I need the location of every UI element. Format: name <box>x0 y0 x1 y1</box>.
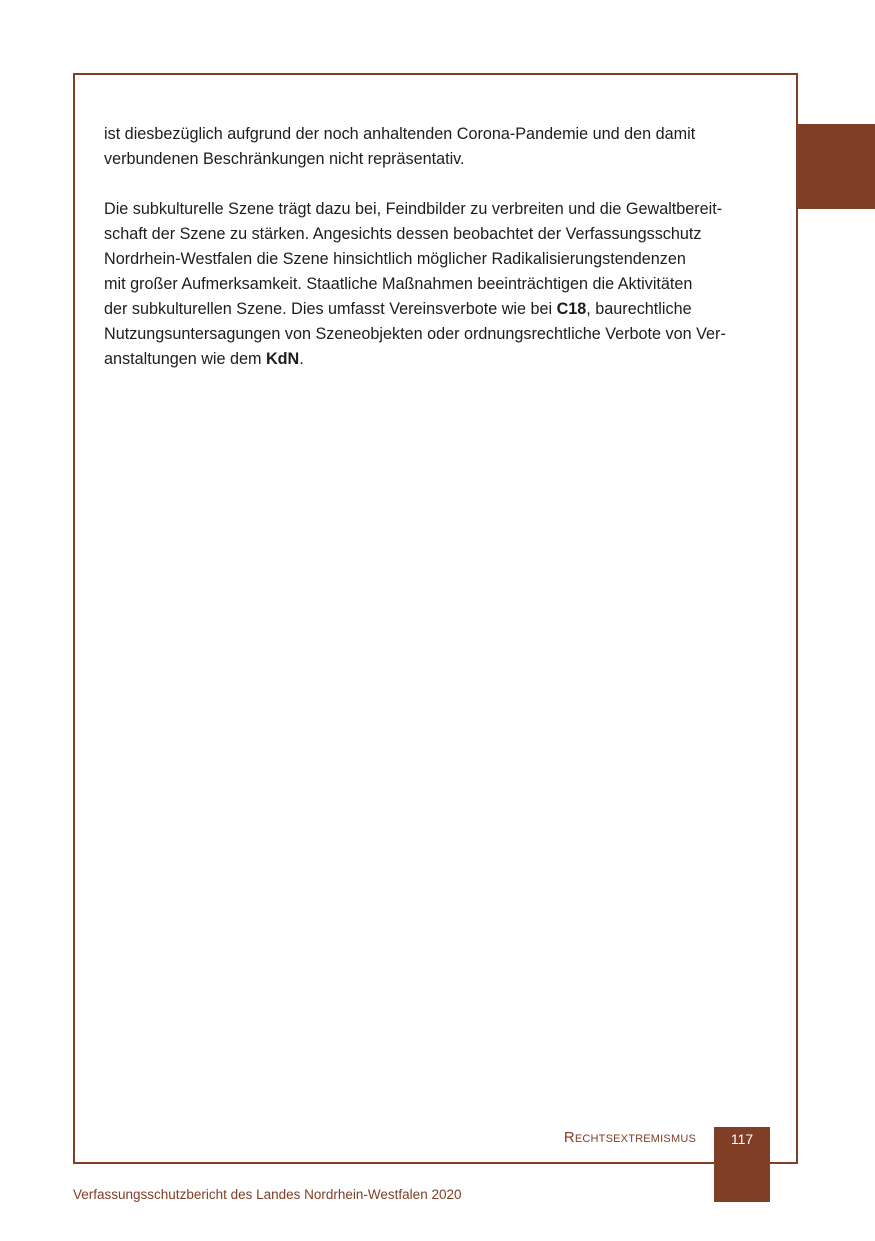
paragraph-2-line-4: mit großer Aufmerksamkeit. Staatliche Maßnahmen beeinträchtigen die Aktivitäten <box>104 275 693 293</box>
line-7-text-after: . <box>299 350 304 368</box>
paragraph-2-line-1: Die subkulturelle Szene trägt dazu bei, Feindbilder zu verbreiten und die Gewaltbereit- <box>104 200 723 218</box>
paragraph-2-line-2: schaft der Szene zu stärken. Angesichts dessen beobachtet der Verfassungsschutz <box>104 225 702 243</box>
line-7-text-before: anstaltungen wie dem <box>104 350 266 368</box>
paragraph-2-line-7 <box>104 347 774 372</box>
paragraph-1-line-1: ist diesbezüglich aufgrund der noch anhaltenden Corona-Pandemie und den damit <box>104 125 696 143</box>
paragraph-2 <box>104 197 774 372</box>
term-kdn: KdN <box>265 350 300 368</box>
paragraph-2-line-3: Nordrhein-Westfalen die Szene hinsichtlich möglicher Radikalisierungstendenzen <box>104 250 686 268</box>
paragraph-1-line-2: verbundenen Beschränkungen nicht repräsentativ. <box>104 150 465 168</box>
line-5-text-after: , baurechtliche <box>586 300 692 318</box>
paragraph-2-line-6: Nutzungsuntersagungen von Szeneobjekten oder ordnungsrechtliche Verbote von Ver- <box>104 325 726 343</box>
body-text <box>104 122 774 397</box>
line-5-text-before: der subkulturellen Szene. Dies umfasst Vereinsverbote wie bei <box>104 300 557 318</box>
publication-title: Verfassungsschutzbericht des Landes Nordrhein-Westfalen 2020 <box>73 1187 462 1202</box>
page-number: 117 <box>730 1131 754 1147</box>
term-c18: C18 <box>556 300 587 318</box>
paragraph-1 <box>104 122 774 172</box>
paragraph-2-line-5 <box>104 297 774 322</box>
chapter-tab-marker <box>798 124 875 209</box>
section-label: Rechtsextremismus <box>563 1129 696 1146</box>
